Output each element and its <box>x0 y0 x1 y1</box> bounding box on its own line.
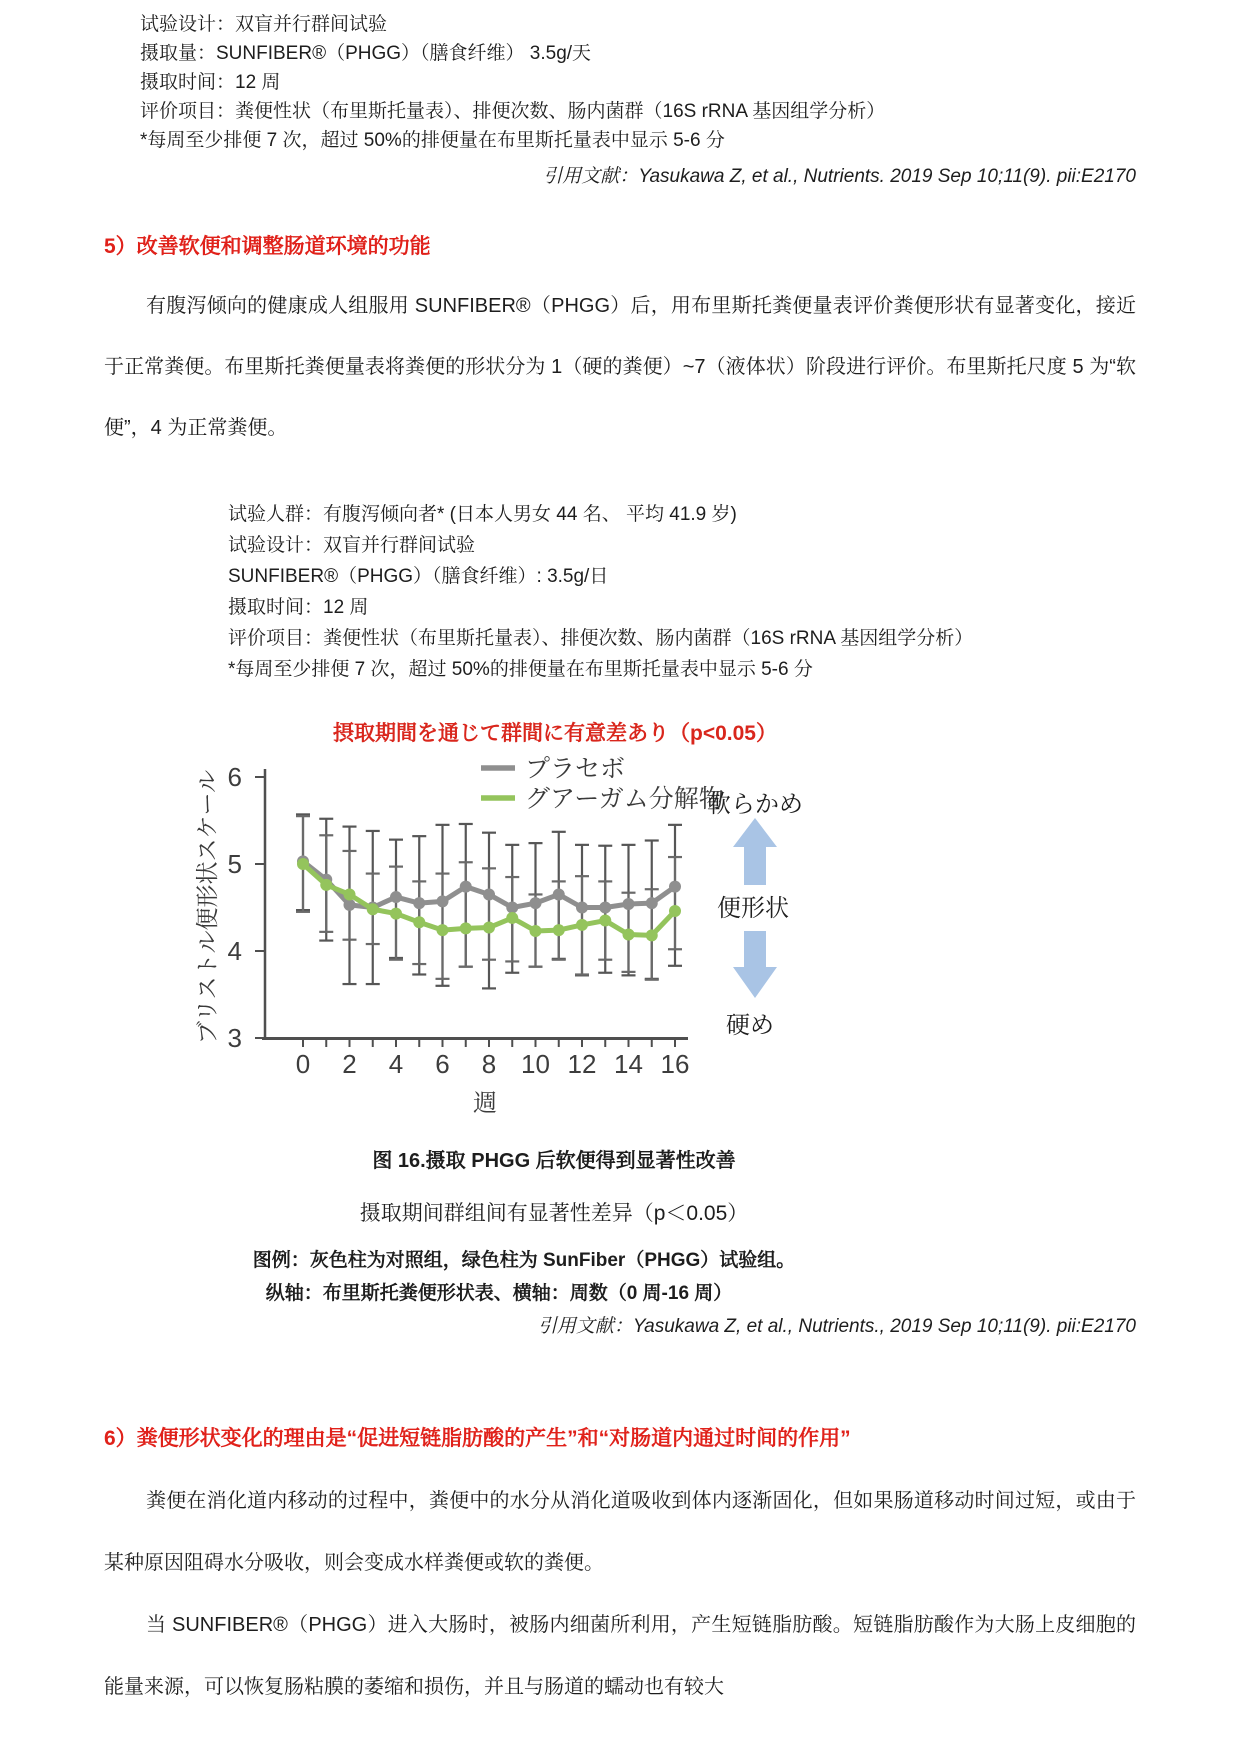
data-point-guar-gum-hydrolysate <box>344 888 356 900</box>
study-details-block-1 <box>140 10 1136 155</box>
figure-caption: 图 16.摄取 PHGG 后软便得到显著性改善 <box>372 1150 736 1172</box>
study2-intake-period: 摄取时间：12 周 <box>228 597 369 618</box>
data-point-placebo <box>553 888 565 900</box>
data-point-guar-gum-hydrolysate <box>506 912 518 924</box>
data-point-guar-gum-hydrolysate <box>367 903 379 915</box>
data-point-placebo <box>413 897 425 909</box>
section6-heading: 6）粪便形状变化的理由是“促进短链脂肪酸的产生”和“对肠道内通过时间的作用” <box>104 1427 851 1450</box>
chart-plot-area <box>228 755 724 1079</box>
data-point-placebo <box>344 899 356 911</box>
figure-16 <box>185 719 985 1120</box>
svg-text:10: 10 <box>521 1049 550 1079</box>
study2-intake-amount: SUNFIBER®（PHGG）（膳食纤维）: 3.5g/日 <box>228 566 609 587</box>
svg-text:4: 4 <box>388 1049 404 1079</box>
svg-text:4: 4 <box>227 936 242 966</box>
data-point-guar-gum-hydrolysate <box>320 879 332 891</box>
data-point-guar-gum-hydrolysate <box>623 928 635 940</box>
citation-1: 引用文献：Yasukawa Z, et al., Nutrients. 2019 Sep 10;11(9). pii:E2170 <box>543 166 1136 187</box>
data-point-guar-gum-hydrolysate <box>553 924 565 936</box>
data-point-placebo <box>530 897 542 909</box>
study2-population: 试验人群：有腹泻倾向者* (日本人男女 44 名、 平均 41.9 岁) <box>228 504 737 525</box>
svg-text:16: 16 <box>660 1049 690 1079</box>
study1-design: 试验设计：双盲并行群间试验 <box>140 14 388 35</box>
data-point-guar-gum-hydrolysate <box>646 929 658 941</box>
data-point-guar-gum-hydrolysate <box>483 922 495 934</box>
section5-paragraph: 有腹泻倾向的健康成人组服用 SUNFIBER®（PHGG）后，用布里斯托粪便量表评价粪便形状有显著变化，接近于正常粪便。布里斯托粪便量表将粪便的形状分为 1（硬的粪便）~7（液体状）阶段进行评价。布里斯托尺度 5 为“软便”，4 为正常粪便。 <box>104 295 1136 439</box>
svg-text:プラセボ: プラセボ <box>525 755 626 783</box>
data-point-guar-gum-hydrolysate <box>390 908 402 920</box>
svg-text:6: 6 <box>227 762 242 792</box>
study2-evaluation-items: 评价项目：粪便性状（布里斯托量表）、排便次数、肠内菌群（16S rRNA 基因组学分析） <box>228 628 974 649</box>
study1-evaluation-items: 评价项目：粪便性状（布里斯托量表）、排便次数、肠内菌群（16S rRNA 基因组学分析） <box>140 101 886 122</box>
data-point-guar-gum-hydrolysate <box>297 858 309 870</box>
data-point-placebo <box>623 898 635 910</box>
section5-heading: 5）改善软便和调整肠道环境的功能 <box>104 235 431 258</box>
study2-footnote: *每周至少排便 7 次，超过 50%的排便量在布里斯托量表中显示 5-6 分 <box>228 659 813 680</box>
figure-axes-note: 纵轴：布里斯托粪便形状表、横轴：周数（0 周-16 周） <box>265 1283 733 1304</box>
data-point-placebo <box>599 902 611 914</box>
svg-text:3: 3 <box>227 1023 242 1053</box>
side-label-softer: 軟らかめ <box>707 791 803 818</box>
section6-paragraph-2: 当 SUNFIBER®（PHGG）进入大肠时，被肠内细菌所利用，产生短链脂肪酸。短链脂肪酸作为大肠上皮细胞的能量来源，可以恢复肠粘膜的萎缩和损伤，并且与肠道的蠕动也有较大 <box>104 1614 1136 1698</box>
figure-significance-note: 摄取期间群组间有显著性差异（p＜0.05） <box>359 1202 749 1225</box>
section6-paragraph-1: 粪便在消化道内移动的过程中，粪便中的水分从消化道吸收到体内逐渐固化，但如果肠道移动时间过短，或由于某种原因阻碍水分吸收，则会变成水样粪便或软的粪便。 <box>104 1490 1136 1574</box>
svg-text:12: 12 <box>567 1049 597 1079</box>
svg-text:14: 14 <box>614 1049 643 1079</box>
data-point-guar-gum-hydrolysate <box>599 915 611 927</box>
study1-footnote: *每周至少排便 7 次，超过 50%的排便量在布里斯托量表中显示 5-6 分 <box>140 130 725 151</box>
data-point-guar-gum-hydrolysate <box>530 925 542 937</box>
side-label-stool-form: 便形状 <box>717 895 789 922</box>
softer-up-arrow-icon <box>733 818 777 885</box>
citation-2: 引用文献：Yasukawa Z, et al., Nutrients., 2019 Sep 10;11(9). pii:E2170 <box>537 1316 1136 1337</box>
data-point-guar-gum-hydrolysate <box>437 924 449 936</box>
data-point-placebo <box>576 902 588 914</box>
svg-text:0: 0 <box>295 1049 311 1079</box>
study1-intake-period: 摄取时间：12 周 <box>140 72 281 93</box>
svg-text:2: 2 <box>342 1049 357 1079</box>
data-point-guar-gum-hydrolysate <box>669 905 681 917</box>
svg-text:6: 6 <box>435 1049 450 1079</box>
study2-design: 试验设计：双盲并行群间试验 <box>228 535 476 556</box>
data-point-placebo <box>460 881 472 893</box>
harder-down-arrow-icon <box>733 931 777 998</box>
data-point-placebo <box>390 891 402 903</box>
figure-legend-note: 图例：灰色柱为对照组，绿色柱为 SunFiber（PHGG）试验组。 <box>252 1250 796 1271</box>
svg-text:グアーガム分解物: グアーガム分解物 <box>525 785 724 813</box>
study1-intake-amount: 摄取量：SUNFIBER®（PHGG）（膳食纤维） 3.5g/天 <box>140 43 592 64</box>
data-point-guar-gum-hydrolysate <box>576 919 588 931</box>
data-point-placebo <box>437 895 449 907</box>
data-point-guar-gum-hydrolysate <box>413 916 425 928</box>
side-label-harder: 硬め <box>726 1012 774 1039</box>
bristol-scale-line-chart <box>185 755 985 1120</box>
data-point-placebo <box>669 881 681 893</box>
chart-significance-title: 摂取期間を通じて群間に有意差あり（p<0.05） <box>333 722 777 745</box>
data-point-placebo <box>506 902 518 914</box>
svg-text:5: 5 <box>227 849 242 879</box>
y-axis-label: ブリストル便形状スケール <box>194 769 220 1045</box>
data-point-placebo <box>646 897 658 909</box>
svg-text:8: 8 <box>481 1049 497 1079</box>
x-axis-label: 週 <box>473 1090 497 1117</box>
data-point-guar-gum-hydrolysate <box>460 922 472 934</box>
data-point-placebo <box>483 888 495 900</box>
study-details-block-2 <box>228 499 1136 685</box>
